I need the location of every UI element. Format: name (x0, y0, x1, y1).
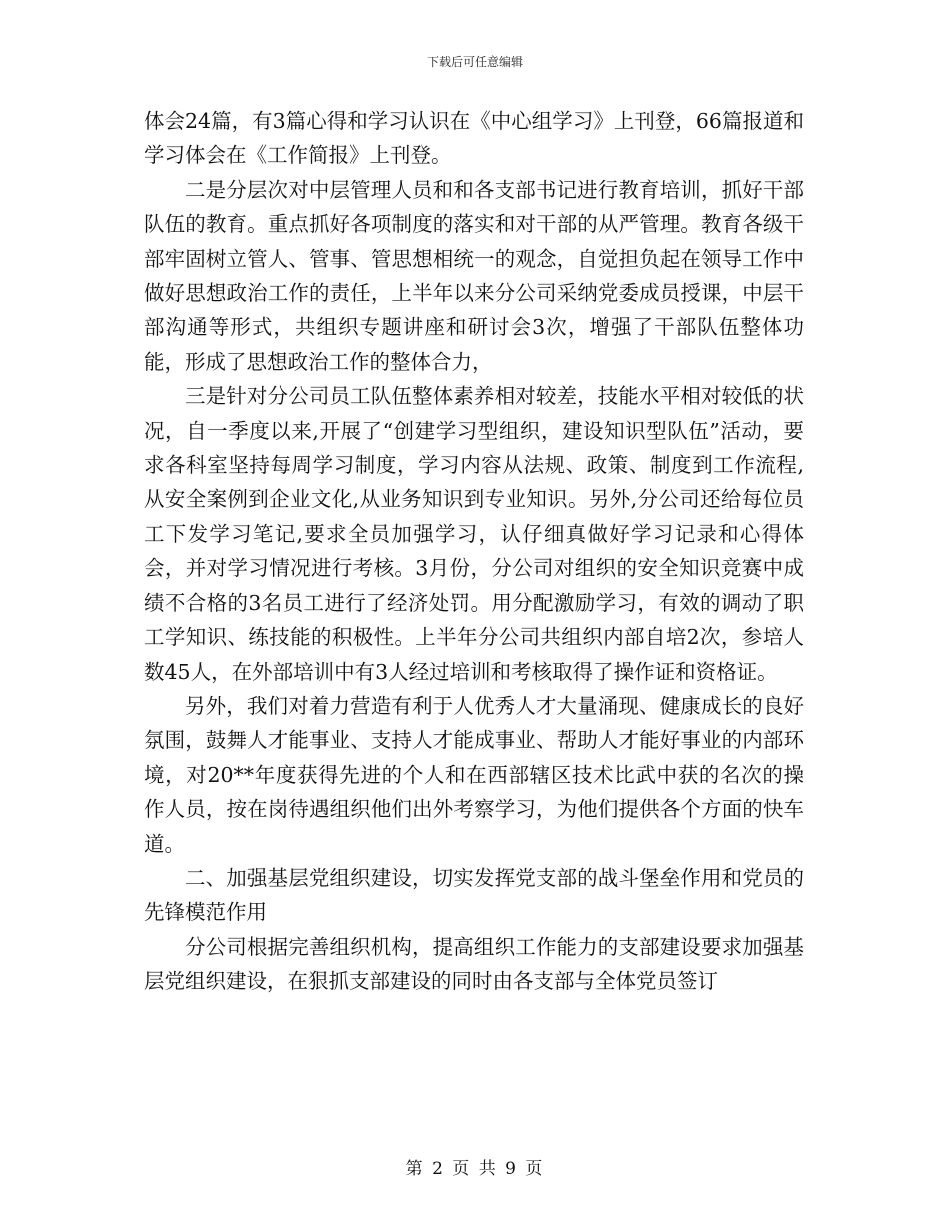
page-header: 下载后可任意编辑 (426, 55, 523, 69)
section-heading: 二、加强基层党组织建设，切实发挥党支部的战斗堡垒作用和党员的先锋模范作用 (144, 865, 804, 925)
paragraph-2: 二是分层次对中层管理人员和和各支部书记进行教育培训，抓好干部队伍的教育。重点抓好各项制度的落实和对干部的从严管理。教育各级干部牢固树立管人、管事、管思想相统一的观念，自觉担负起在领导工作中做好思想政治工作的责任，上半年以来分公司采纳党委成员授课，中层干部沟通等形式，共组织专题讲座和研讨会3次，增强了干部队伍整体功能，形成了思想政治工作的整体合力， (144, 177, 804, 374)
paragraph-1: 体会24篇，有3篇心得和学习认识在《中心组学习》上刊登，66篇报道和学习体会在《工作简报》上刊登。 (144, 109, 804, 168)
page-number: 第 2 页 共 9 页 (405, 1159, 545, 1179)
paragraph-6: 分公司根据完善组织机构，提高组织工作能力的支部建设要求加强基层党组织建设，在狠抓支部建设的同时由各支部与全体党员签订 (144, 934, 804, 994)
document-body (144, 104, 804, 999)
paragraph-3: 三是针对分公司员工队伍整体素养相对较差，技能水平相对较低的状况，自一季度以来,开展了“创建学习型组织，建设知识型队伍”活动，要求各科室坚持每周学习制度，学习内容从法规、政策、制度到工作流程,从安全案例到企业文化,从业务知识到专业知识。另外,分公司还给每位员工下发学习笔记,要求全员加强学习，认仔细真做好学习记录和心得体会，并对学习情况进行考核。3月份，分公司对组织的安全知识竞赛中成绩不合格的3名员工进行了经济处罚。用分配激励学习，有效的调动了职工学知识、练技能的积极性。上半年分公司共组织内部自培2次，参培人数45人，在外部培训中有3人经过培训和考核取得了操作证和资格证。 (144, 384, 804, 684)
paragraph-4: 另外，我们对着力营造有利于人优秀人才大量涌现、健康成长的良好氛围，鼓舞人才能事业、支持人才能成事业、帮助人才能好事业的内部环境，对20**年度获得先进的个人和在西部辖区技术比武中获的名次的操作人员，按在岗待遇组织他们出外考察学习，为他们提供各个方面的快车道。 (144, 693, 804, 856)
